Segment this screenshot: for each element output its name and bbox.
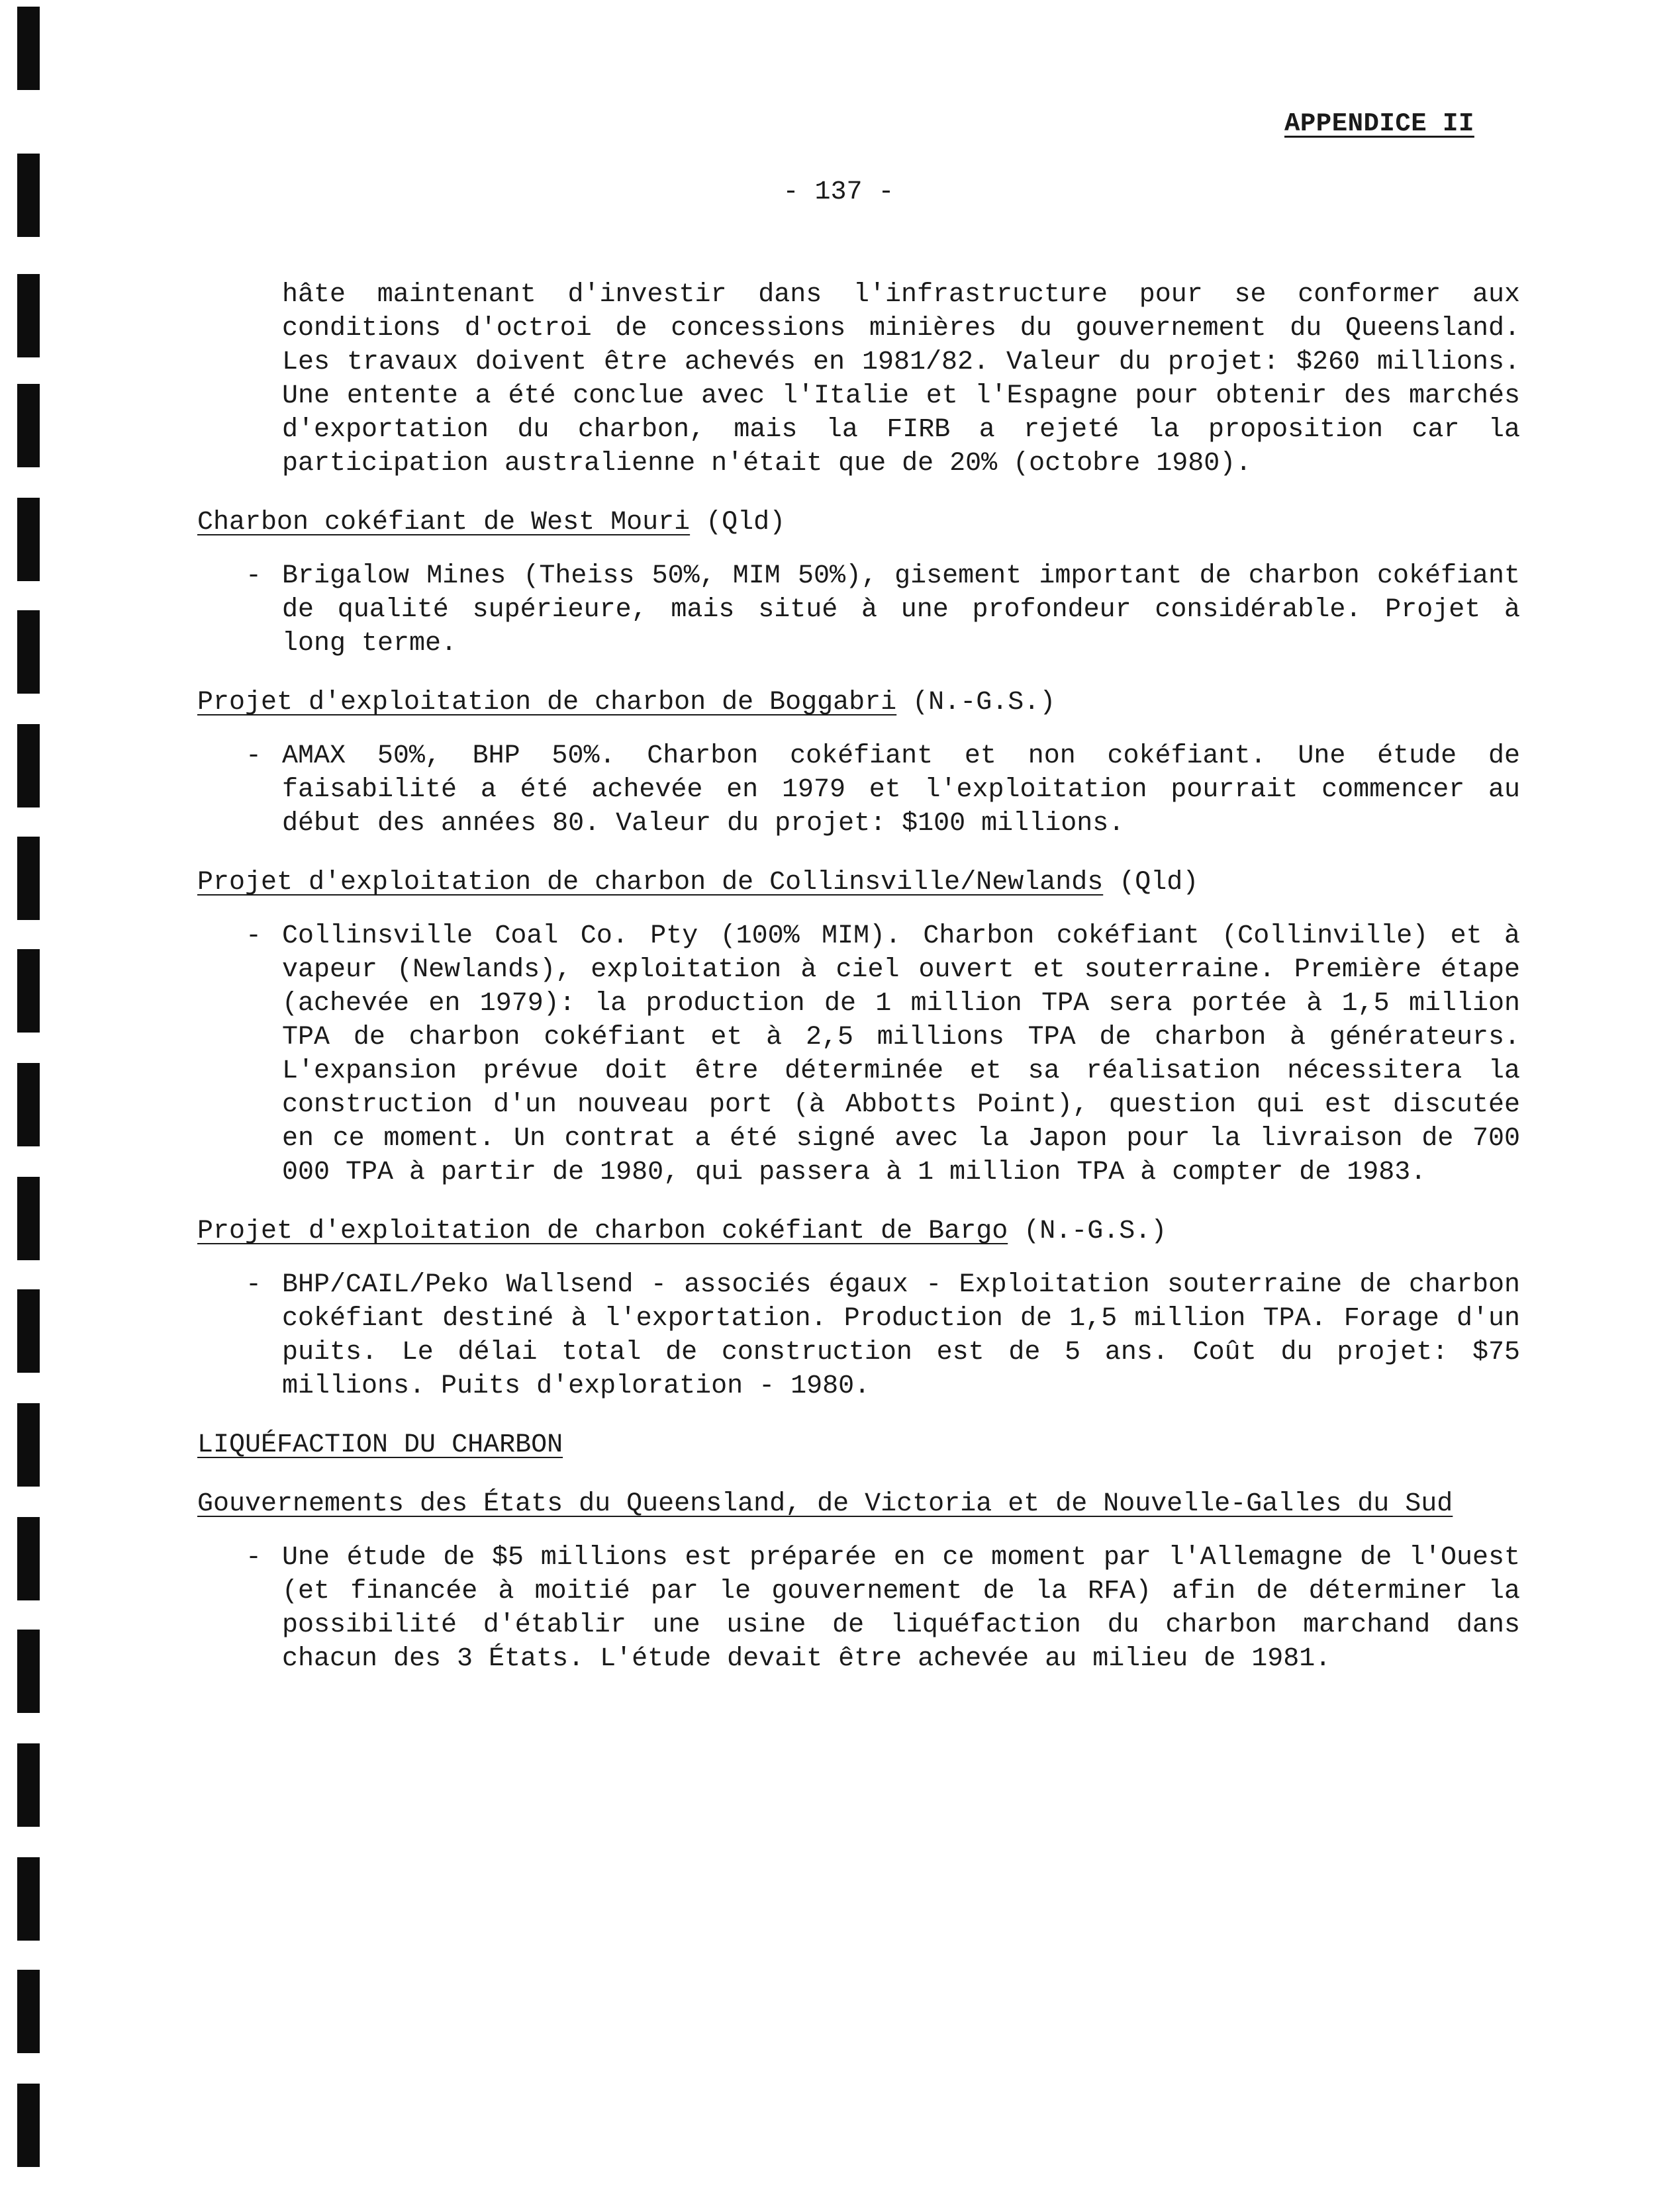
binding-mark xyxy=(17,7,40,90)
subheading xyxy=(197,1487,1525,1521)
subheading xyxy=(197,686,1525,719)
binding-mark xyxy=(17,1970,40,2053)
section-title xyxy=(197,1428,1525,1462)
binding-mark xyxy=(17,1743,40,1827)
bullet-text: Une étude de $5 millions est préparée en ce moment par l'Allemagne de l'Ouest (et financée à moitié par le gouvernement de la RFA) afin de déterminer la possibilité d'établir une usine de liquéfaction du charbon marchand dans chacun des 3 États. L'étude devait être achevée au milieu de 1981. xyxy=(282,1543,1520,1674)
subheading-suffix: (Qld) xyxy=(690,508,786,537)
binding-mark xyxy=(17,1177,40,1260)
binding-mark xyxy=(17,1063,40,1146)
binding-mark xyxy=(17,949,40,1033)
binding-mark xyxy=(17,384,40,467)
bullet-item xyxy=(246,559,1520,661)
bullet-dash: - xyxy=(246,1543,262,1573)
bullet-item xyxy=(246,1268,1520,1403)
section-title-text: LIQUÉFACTION DU CHARBON xyxy=(197,1430,563,1460)
appendix-label: APPENDICE II xyxy=(1284,109,1474,138)
subheading-title: Gouvernements des États du Queensland, de Victoria et de Nouvelle-Galles du Sud xyxy=(197,1489,1453,1519)
subheading-title: Projet d'exploitation de charbon cokéfiant de Bargo xyxy=(197,1217,1008,1246)
subheading-title: Projet d'exploitation de charbon de Collinsville/Newlands xyxy=(197,868,1104,898)
subheading-title: Charbon cokéfiant de West Mouri xyxy=(197,508,691,537)
subheading xyxy=(197,1215,1525,1248)
binding-mark xyxy=(17,1403,40,1487)
subheading-suffix: (Qld) xyxy=(1103,868,1199,898)
bullet-dash: - xyxy=(246,741,262,771)
binding-mark xyxy=(17,1630,40,1713)
binding-mark xyxy=(17,724,40,807)
subheading-title: Projet d'exploitation de charbon de Boggabri xyxy=(197,688,897,717)
body-paragraph: hâte maintenant d'investir dans l'infrastructure pour se conformer aux conditions d'octroi de concessions minières du gouvernement du Queensland. Les travaux doivent être achevés en 1981/82. Valeur du projet: $260 millions. Une entente a été conclue avec l'Italie et l'Espagne pour obtenir des marchés d'exportation du charbon, mais la FIRB a rejeté la proposition car la participation australienne n'était que de 20% (octobre 1980). xyxy=(282,280,1520,479)
binding-mark xyxy=(17,2084,40,2167)
binding-mark xyxy=(17,1289,40,1373)
binding-mark xyxy=(17,1857,40,1941)
subheading-suffix: (N.-G.S.) xyxy=(1008,1217,1167,1246)
bullet-text: AMAX 50%, BHP 50%. Charbon cokéfiant et non cokéfiant. Une étude de faisabilité a été achevée en 1979 et l'exploitation pourrait commencer au début des années 80. Valeur du projet: $100 millions. xyxy=(282,741,1520,839)
bullet-item xyxy=(246,1541,1520,1676)
bullet-dash: - xyxy=(246,561,262,591)
page-number: - 137 - xyxy=(783,177,894,207)
binding-mark xyxy=(17,1517,40,1600)
bullet-item xyxy=(246,919,1520,1189)
bullet-item xyxy=(246,739,1520,841)
document-body xyxy=(197,265,1525,1676)
binding-mark xyxy=(17,837,40,920)
subheading xyxy=(197,866,1525,899)
binding-mark xyxy=(17,498,40,581)
binding-mark xyxy=(17,274,40,357)
binding-marks xyxy=(17,0,41,2212)
bullet-text: BHP/CAIL/Peko Wallsend - associés égaux - Exploitation souterraine de charbon cokéfiant destiné à l'exportation. Production de 1,5 million TPA. Forage d'un puits. Le délai total de construction est de 5 ans. Coût du projet: $75 millions. Puits d'exploration - 1980. xyxy=(282,1270,1520,1401)
subheading xyxy=(197,506,1525,539)
bullet-text: Brigalow Mines (Theiss 50%, MIM 50%), gisement important de charbon cokéfiant de qualité supérieure, mais situé à une profondeur considérable. Projet à long terme. xyxy=(282,561,1520,659)
bullet-dash: - xyxy=(246,1270,262,1300)
bullet-dash: - xyxy=(246,921,262,951)
subheading-suffix: (N.-G.S.) xyxy=(896,688,1056,717)
bullet-text: Collinsville Coal Co. Pty (100% MIM). Charbon cokéfiant (Collinville) et à vapeur (Newlands), exploitation à ciel ouvert et souterraine. Première étape (achevée en 1979): la production de 1 million TPA sera portée à 1,5 million TPA de charbon cokéfiant et à 2,5 millions TPA de charbon à générateurs. L'expansion prévue doit être déterminée et sa réalisation nécessitera la construction d'un nouveau port (à Abbotts Point), question qui est discutée en ce moment. Un contrat a été signé avec la Japon pour la livraison de 700 000 TPA à partir de 1980, qui passera à 1 million TPA à compter de 1983. xyxy=(282,921,1520,1187)
binding-mark xyxy=(17,610,40,694)
